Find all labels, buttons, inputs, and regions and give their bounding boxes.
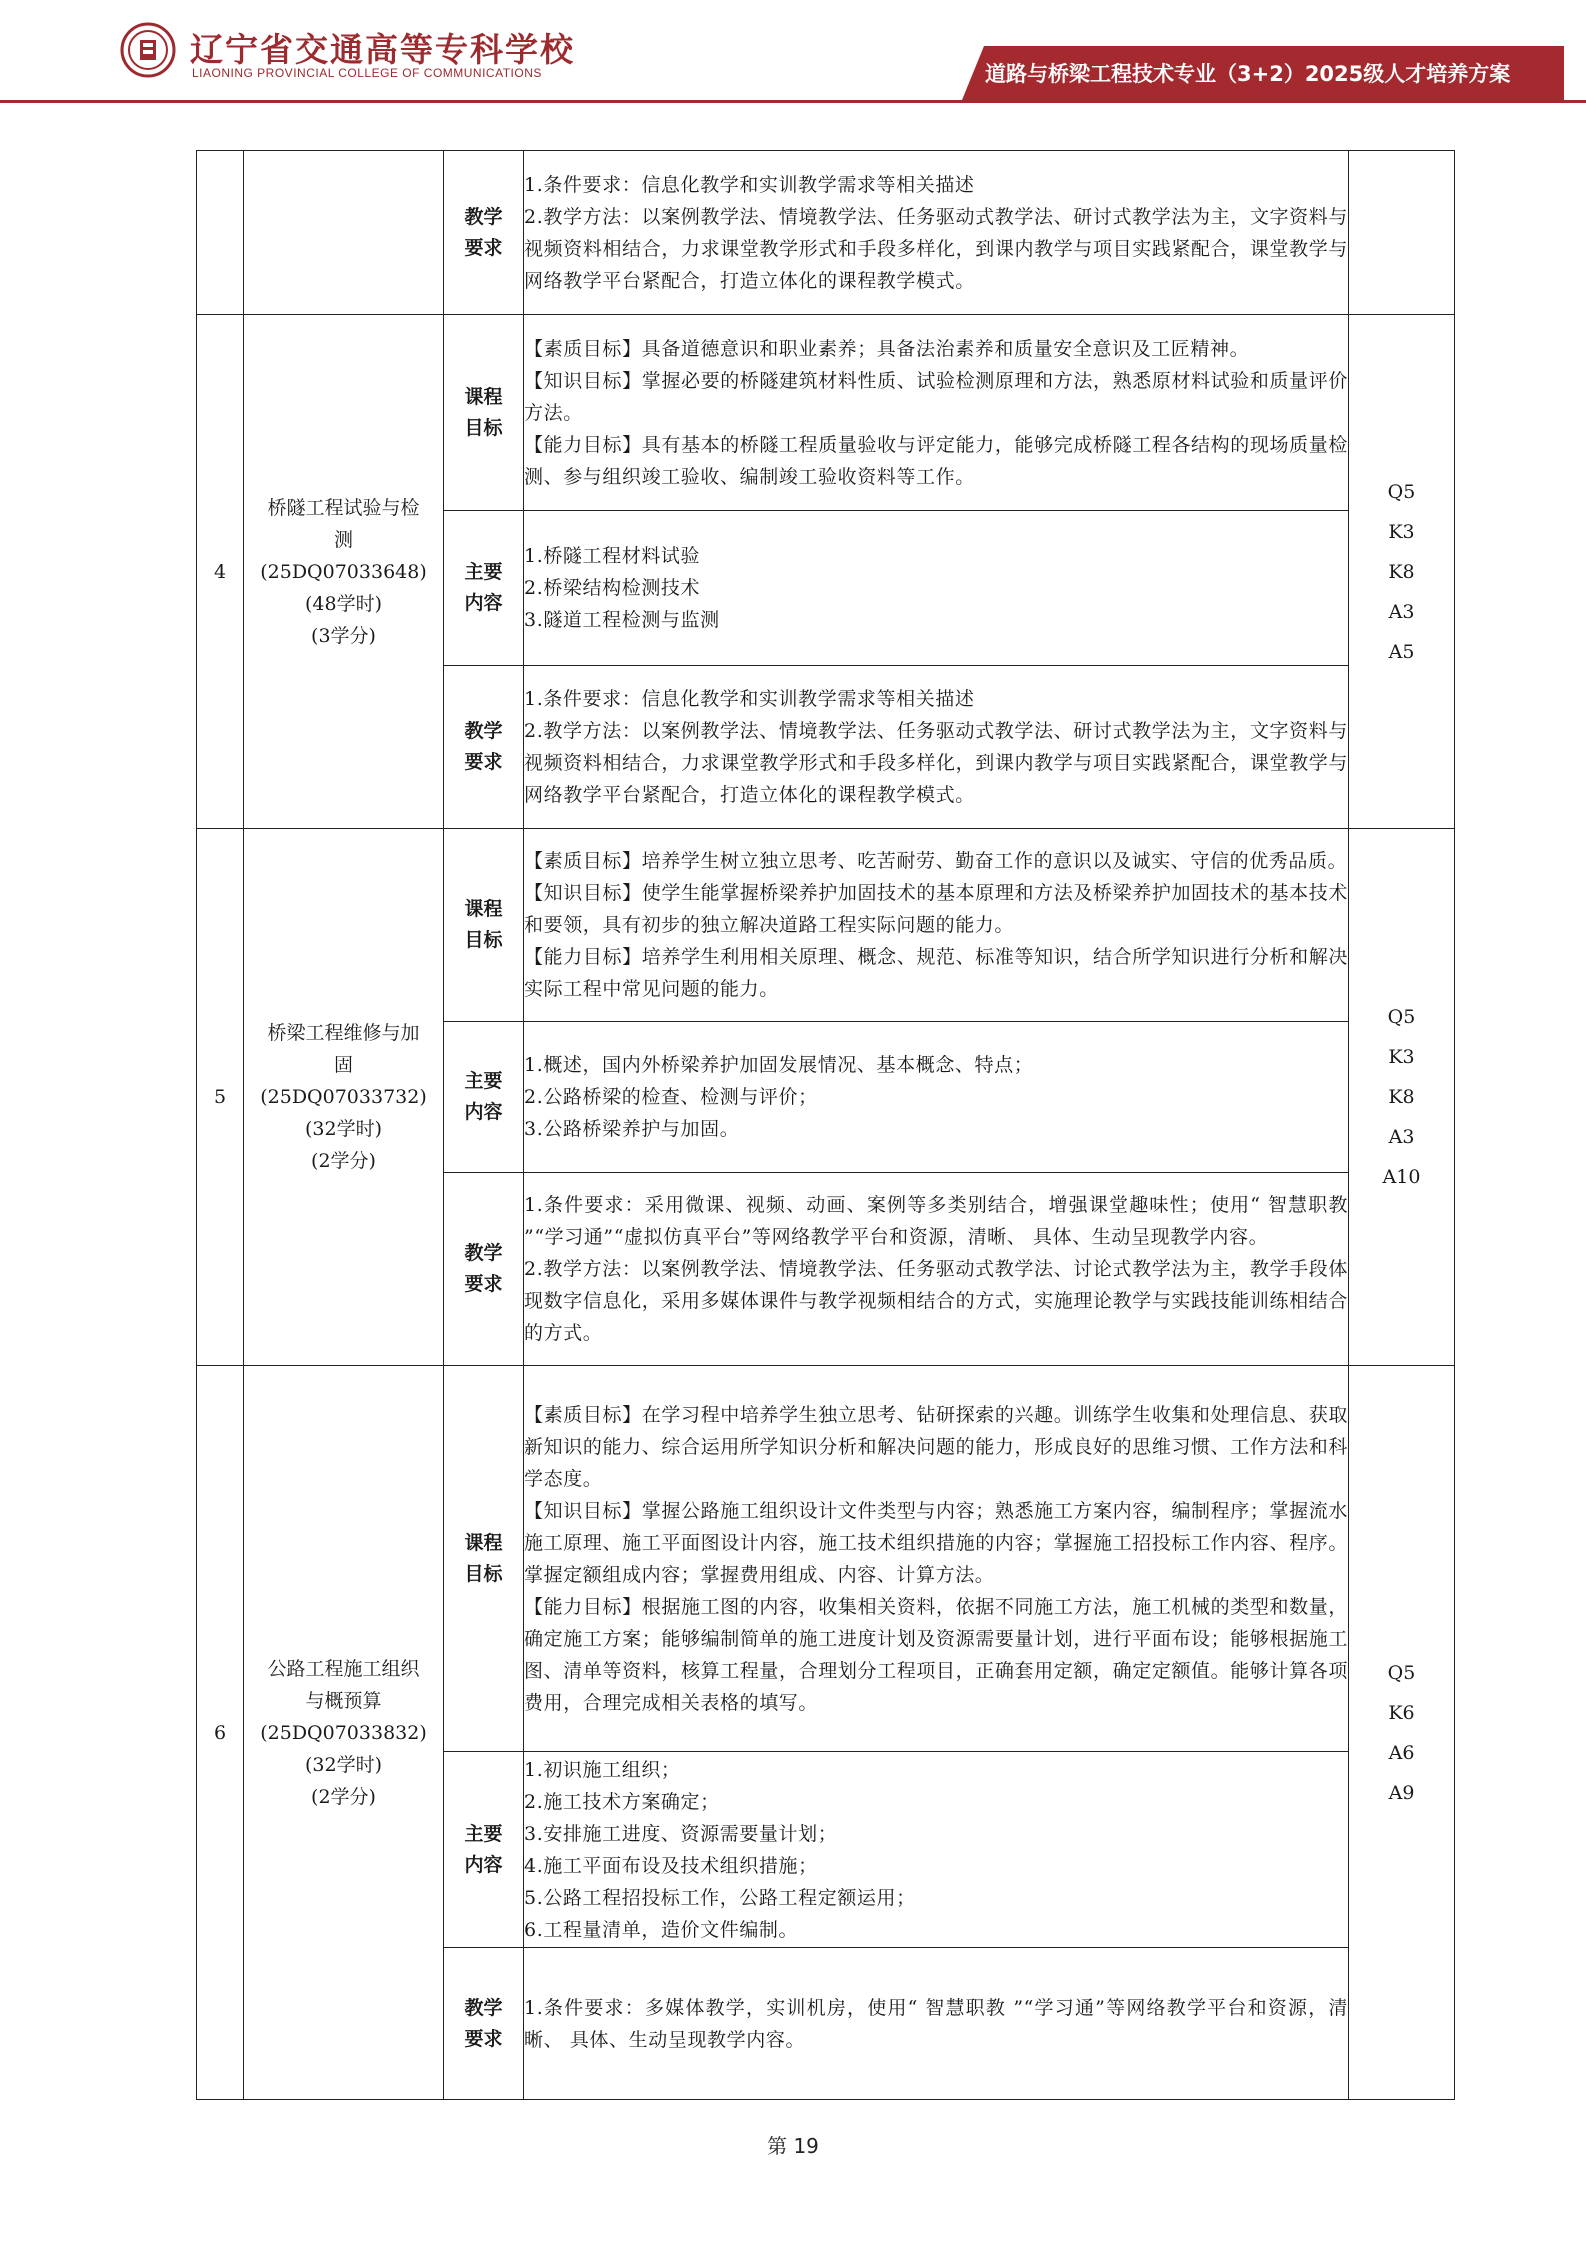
section-label: 主要 内容 bbox=[444, 1752, 524, 1948]
section-label: 主要 内容 bbox=[444, 511, 524, 666]
teach-req-text: 1.条件要求：信息化教学和实训教学需求等相关描述 2.教学方法：以案例教学法、情境教学法、任务驱动式教学法、研讨式教学法为主，文字资料与视频资料相结合，力求课堂教学形式和手段多样化，到课内教学与项目实践紧配合，课堂教学与网络教学平台紧配合，打造立体化的课程教学模式。 bbox=[524, 151, 1349, 315]
section-label: 教学 要求 bbox=[444, 1948, 524, 2100]
course-name-cell: 桥梁工程维修与加 固 (25DQ07033732) (32学时) (2学分) bbox=[244, 829, 444, 1366]
course-goal-text: 【素质目标】具备道德意识和职业素养；具备法治素养和质量安全意识及工匠精神。 【知识目标】掌握必要的桥隧建筑材料性质、试验检测原理和方法，熟悉原材料试验和质量评价方法。 【能力目标】具有基本的桥隧工程质量验收与评定能力，能够完成桥隧工程各结构的现场质量检测、参与组织竣工验收、编制竣工验收资料等工作。 bbox=[524, 315, 1349, 511]
course-name-cell: 桥隧工程试验与检 测 (25DQ07033648) (48学时) (3学分) bbox=[244, 315, 444, 829]
table-row bbox=[197, 1366, 1455, 1752]
section-label: 课程 目标 bbox=[444, 1366, 524, 1752]
header-rule bbox=[0, 100, 1586, 103]
code-cell: Q5 K3 K8 A3 A10 bbox=[1349, 829, 1455, 1366]
school-name-en: LIAONING PROVINCIAL COLLEGE OF COMMUNICATIONS bbox=[192, 66, 542, 80]
row-number: 6 bbox=[197, 1366, 244, 2100]
row-number: 5 bbox=[197, 829, 244, 1366]
document-title: 道路与桥梁工程技术专业（3+2）2025级人才培养方案 bbox=[985, 62, 1511, 86]
row-number-cell bbox=[197, 151, 244, 315]
code-cell bbox=[1349, 151, 1455, 315]
course-name-cell: 公路工程施工组织 与概预算 (25DQ07033832) (32学时) (2学分) bbox=[244, 1366, 444, 2100]
course-table bbox=[196, 150, 1455, 2100]
code-cell: Q5 K3 K8 A3 A5 bbox=[1349, 315, 1455, 829]
table-row bbox=[197, 151, 1455, 315]
section-label: 课程 目标 bbox=[444, 315, 524, 511]
section-label: 主要 内容 bbox=[444, 1022, 524, 1173]
table-row bbox=[197, 315, 1455, 511]
main-content-text: 1.概述，国内外桥梁养护加固发展情况、基本概念、特点； 2.公路桥梁的检查、检测与评价； 3.公路桥梁养护与加固。 bbox=[524, 1022, 1349, 1173]
section-label: 教学 要求 bbox=[444, 666, 524, 829]
teach-req-text: 1.条件要求：多媒体教学，实训机房，使用“ 智慧职教 ”“学习通”等网络教学平台和资源，清晰、 具体、生动呈现教学内容。 bbox=[524, 1948, 1349, 2100]
school-logo bbox=[120, 22, 176, 78]
main-content-text: 1.桥隧工程材料试验 2.桥梁结构检测技术 3.隧道工程检测与监测 bbox=[524, 511, 1349, 666]
code-cell: Q5 K6 A6 A9 bbox=[1349, 1366, 1455, 2100]
section-label: 教学 要求 bbox=[444, 1173, 524, 1366]
section-label: 教学 要求 bbox=[444, 151, 524, 315]
school-name-cn: 辽宁省交通高等专科学校 bbox=[190, 30, 575, 69]
course-goal-text: 【素质目标】培养学生树立独立思考、吃苦耐劳、勤奋工作的意识以及诚实、守信的优秀品质。 【知识目标】使学生能掌握桥梁养护加固技术的基本原理和方法及桥梁养护加固技术的基本技术和要领，具有初步的独立解决道路工程实际问题的能力。 【能力目标】培养学生利用相关原理、概念、规范、标准等知识，结合所学知识进行分析和解决实际工程中常见问题的能力。 bbox=[524, 829, 1349, 1022]
main-content-text: 1.初识施工组织； 2.施工技术方案确定； 3.安排施工进度、资源需要量计划； 4.施工平面布设及技术组织措施； 5.公路工程招投标工作，公路工程定额运用； 6.工程量清单，造价文件编制。 bbox=[524, 1752, 1349, 1948]
course-name-cell bbox=[244, 151, 444, 315]
teach-req-text: 1.条件要求：信息化教学和实训教学需求等相关描述 2.教学方法：以案例教学法、情境教学法、任务驱动式教学法、研讨式教学法为主，文字资料与视频资料相结合，力求课堂教学形式和手段多样化，到课内教学与项目实践紧配合，课堂教学与网络教学平台紧配合，打造立体化的课程教学模式。 bbox=[524, 666, 1349, 829]
page-number: 第 19 bbox=[767, 2134, 819, 2158]
section-label: 课程 目标 bbox=[444, 829, 524, 1022]
page-header bbox=[0, 0, 1586, 105]
course-goal-text: 【素质目标】在学习程中培养学生独立思考、钻研探索的兴趣。训练学生收集和处理信息、获取新知识的能力、综合运用所学知识分析和解决问题的能力，形成良好的思维习惯、工作方法和科学态度。 【知识目标】掌握公路施工组织设计文件类型与内容；熟悉施工方案内容，编制程序；掌握流水施工原理、施工平面图设计内容，施工技术组织措施的内容；掌握施工招投标工作内容、程序。掌握定额组成内容；掌握费用组成、内容、计算方法。 【能力目标】根据施工图的内容，收集相关资料，依据不同施工方法，施工机械的类型和数量，确定施工方案；能够编制简单的施工进度计划及资源需要量计划，进行平面布设；能够根据施工图、清单等资料，核算工程量，合理划分工程项目，正确套用定额，确定定额值。能够计算各项费用，合理完成相关表格的填写。 bbox=[524, 1366, 1349, 1752]
table-row bbox=[197, 829, 1455, 1022]
teach-req-text: 1.条件要求：采用微课、视频、动画、案例等多类别结合，增强课堂趣味性；使用“ 智慧职教 ”“学习通”“虚拟仿真平台”等网络教学平台和资源，清晰、 具体、生动呈现教学内容。 2.教学方法：以案例教学法、情境教学法、任务驱动式教学法、讨论式教学法为主，教学手段体现数字信息化，采用多媒体课件与教学视频相结合的方式，实施理论教学与实践技能训练相结合的方式。 bbox=[524, 1173, 1349, 1366]
row-number: 4 bbox=[197, 315, 244, 829]
